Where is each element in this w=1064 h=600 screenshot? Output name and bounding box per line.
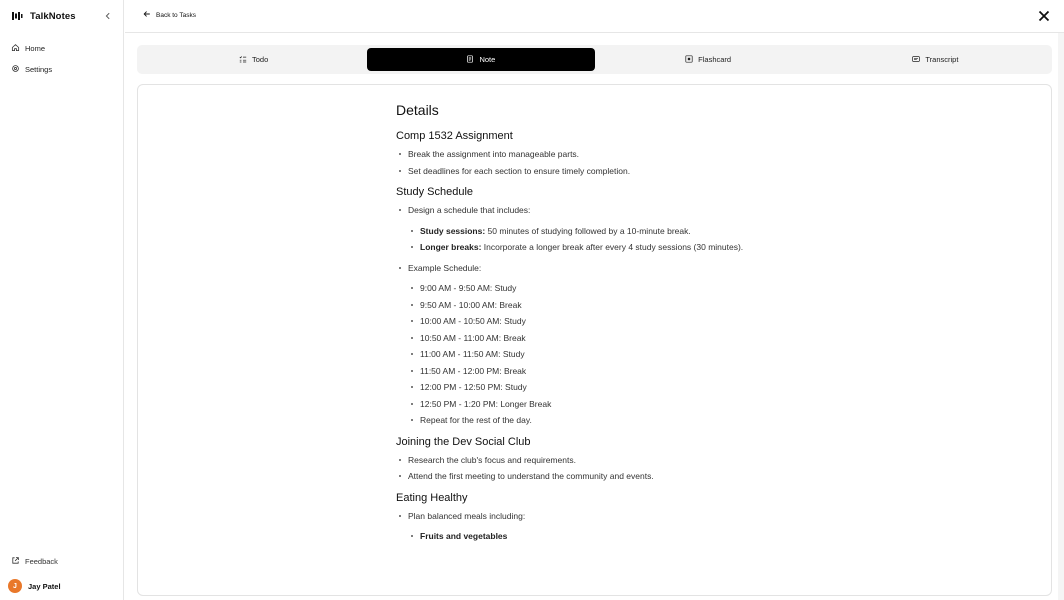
brand-name: TalkNotes [30, 10, 76, 22]
fruits-vegetables-label: Fruits and vegetables [420, 531, 508, 541]
x-logo-icon[interactable] [1038, 9, 1050, 21]
study-sessions-text: 50 minutes of studying followed by a 10-minute break. [485, 225, 691, 236]
list-item [420, 226, 816, 236]
section-heading: Study Schedule [396, 186, 474, 198]
tab-note-label: Note [479, 55, 496, 64]
schedule-item: 10:00 AM - 10:50 AM: Study [420, 316, 816, 326]
home-icon [11, 43, 20, 54]
topbar [125, 0, 1064, 33]
nav-settings-label: Settings [25, 64, 53, 74]
list-item: Attend the first meeting to understand the community and events. [408, 471, 816, 481]
brand[interactable] [11, 9, 76, 23]
transcript-icon [912, 55, 920, 65]
section-heading: Eating Healthy [396, 491, 468, 504]
view-tabs [137, 45, 1052, 74]
feedback-link[interactable] [11, 556, 58, 567]
schedule-item: 9:00 AM - 9:50 AM: Study [420, 283, 816, 293]
user-profile[interactable] [8, 579, 61, 593]
back-label: Back to Tasks [156, 11, 196, 19]
nav-settings[interactable] [11, 62, 52, 76]
feedback-label: Feedback [25, 557, 58, 566]
tab-transcript[interactable] [822, 48, 1049, 71]
longer-breaks-label: Longer breaks: [420, 242, 482, 252]
list-item: Example Schedule: [408, 263, 816, 273]
sidebar [0, 0, 124, 600]
tab-note[interactable] [367, 48, 594, 71]
list-item: Set deadlines for each section to ensure timely completion. [408, 166, 816, 176]
tab-todo-label: Todo [251, 55, 269, 64]
nav-home-label: Home [25, 43, 46, 53]
list-item [420, 242, 816, 252]
list-item: Break the assignment into manageable parts. [408, 149, 816, 159]
back-to-tasks-button[interactable] [143, 10, 196, 20]
page-scrollbar[interactable] [1058, 33, 1064, 600]
user-name: Jay Patel [28, 581, 61, 591]
schedule-item: 11:00 AM - 11:50 AM: Study [420, 349, 816, 359]
note-content [396, 102, 816, 548]
document-icon [466, 55, 474, 65]
tab-flashcard-label: Flashcard [698, 55, 732, 64]
tab-transcript-label: Transcript [925, 55, 959, 64]
flashcard-icon [685, 55, 693, 65]
list-item [420, 531, 816, 541]
nav-home[interactable] [11, 41, 45, 55]
arrow-left-icon [143, 10, 151, 20]
list-item: Research the club's focus and requirements. [408, 455, 816, 465]
note-title: Details [396, 102, 439, 118]
gear-icon [11, 64, 20, 75]
external-link-icon [11, 556, 20, 567]
schedule-item: 11:50 AM - 12:00 PM: Break [420, 366, 816, 376]
note-card [137, 84, 1052, 596]
schedule-item: 12:00 PM - 12:50 PM: Study [420, 382, 816, 392]
longer-breaks-text: Incorporate a longer break after every 4 study sessions (30 minutes). [481, 242, 744, 252]
talknotes-logo-icon [11, 10, 23, 22]
study-sessions-label: Study sessions: [420, 225, 486, 236]
avatar: J [8, 579, 22, 593]
schedule-item: 9:50 AM - 10:00 AM: Break [420, 300, 816, 310]
list-item: Plan balanced meals including: [408, 511, 816, 521]
section-heading: Joining the Dev Social Club [396, 435, 531, 448]
schedule-item: 10:50 AM - 11:00 AM: Break [420, 333, 816, 343]
tab-todo[interactable] [140, 48, 367, 71]
schedule-item: 12:50 PM - 1:20 PM: Longer Break [420, 399, 816, 409]
section-heading: Comp 1532 Assignment [396, 130, 513, 142]
list-item: Design a schedule that includes: [408, 205, 816, 215]
list-check-icon [239, 55, 247, 65]
collapse-sidebar-icon[interactable] [102, 10, 114, 22]
schedule-item: Repeat for the rest of the day. [420, 415, 816, 425]
tab-flashcard[interactable] [595, 48, 822, 71]
